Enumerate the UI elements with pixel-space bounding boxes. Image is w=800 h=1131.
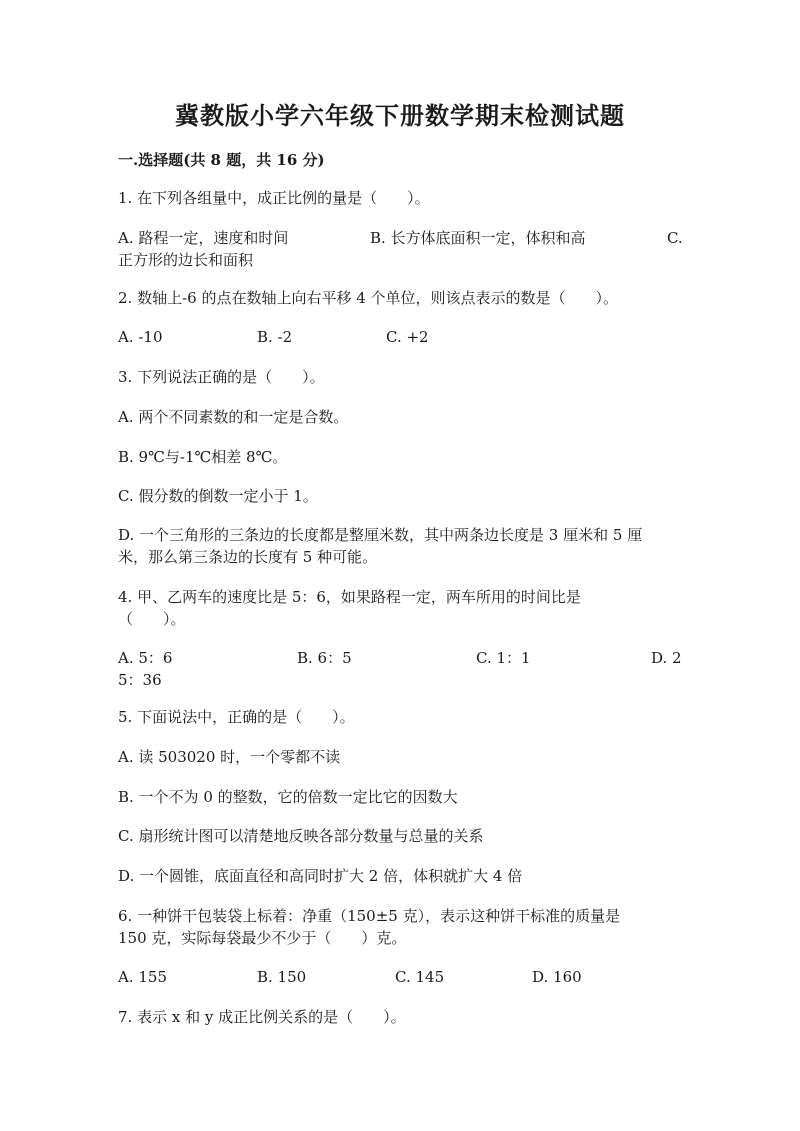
question-6-stem-cont: 150 克，实际每袋最少不少于（ ）克。 xyxy=(118,929,407,947)
question-1-stem: 1. 在下列各组量中，成正比例的量是（ ）。 xyxy=(118,189,430,207)
question-3-option-b: B. 9℃与-1℃相差 8℃。 xyxy=(118,448,288,466)
question-4-stem-cont: （ ）。 xyxy=(118,610,186,628)
question-5-option-b: B. 一个不为 0 的整数，它的倍数一定比它的因数大 xyxy=(118,788,458,806)
question-7-stem: 7. 表示 x 和 y 成正比例关系的是（ ）。 xyxy=(118,1008,406,1026)
question-4-option-d-cont: 5：36 xyxy=(118,671,162,689)
question-6-option-c: C. 145 xyxy=(395,968,445,986)
question-4-option-c: C. 1：1 xyxy=(476,649,531,667)
question-6-option-a: A. 155 xyxy=(118,968,167,986)
question-2-option-c: C. +2 xyxy=(386,328,429,346)
question-4-option-d: D. 2 xyxy=(651,649,682,667)
question-3-stem: 3. 下列说法正确的是（ ）。 xyxy=(118,368,325,386)
question-2-option-b: B. -2 xyxy=(257,328,293,346)
question-2-stem: 2. 数轴上-6 的点在数轴上向右平移 4 个单位，则该点表示的数是（ ）。 xyxy=(118,289,619,307)
question-6-option-b: B. 150 xyxy=(257,968,307,986)
question-3-option-a: A. 两个不同素数的和一定是合数。 xyxy=(118,408,349,426)
question-4-option-a: A. 5：6 xyxy=(118,649,173,667)
question-5-stem: 5. 下面说法中，正确的是（ ）。 xyxy=(118,708,355,726)
question-6-option-d: D. 160 xyxy=(532,968,582,986)
question-1-option-a: A. 路程一定，速度和时间 xyxy=(118,229,289,247)
question-3-option-c: C. 假分数的倒数一定小于 1。 xyxy=(118,487,318,505)
question-4-stem: 4. 甲、乙两车的速度比是 5：6，如果路程一定，两车所用的时间比是 xyxy=(118,588,581,606)
question-6-stem: 6. 一种饼干包装袋上标着：净重（150±5 克），表示这种饼干标准的质量是 xyxy=(118,907,621,925)
question-3-option-d: D. 一个三角形的三条边的长度都是整厘米数，其中两条边长度是 3 厘米和 5 厘 xyxy=(118,526,643,544)
question-3-option-d-cont: 米，那么第三条边的长度有 5 种可能。 xyxy=(118,548,378,566)
question-5-option-d: D. 一个圆锥，底面直径和高同时扩大 2 倍，体积就扩大 4 倍 xyxy=(118,867,523,885)
question-5-option-a: A. 读 503020 时，一个零都不读 xyxy=(118,748,341,766)
page-title: 冀教版小学六年级下册数学期末检测试题 xyxy=(175,101,625,130)
question-4-option-b: B. 6：5 xyxy=(297,649,352,667)
question-2-option-a: A. -10 xyxy=(118,328,163,346)
question-5-option-c: C. 扇形统计图可以清楚地反映各部分数量与总量的关系 xyxy=(118,827,484,845)
question-1-option-c: C. xyxy=(667,229,683,247)
question-1-option-b: B. 长方体底面积一定，体积和高 xyxy=(370,229,586,247)
section-heading: 一.选择题(共 8 题，共 16 分) xyxy=(118,151,325,169)
question-1-option-c-text: 正方形的边长和面积 xyxy=(118,251,254,269)
